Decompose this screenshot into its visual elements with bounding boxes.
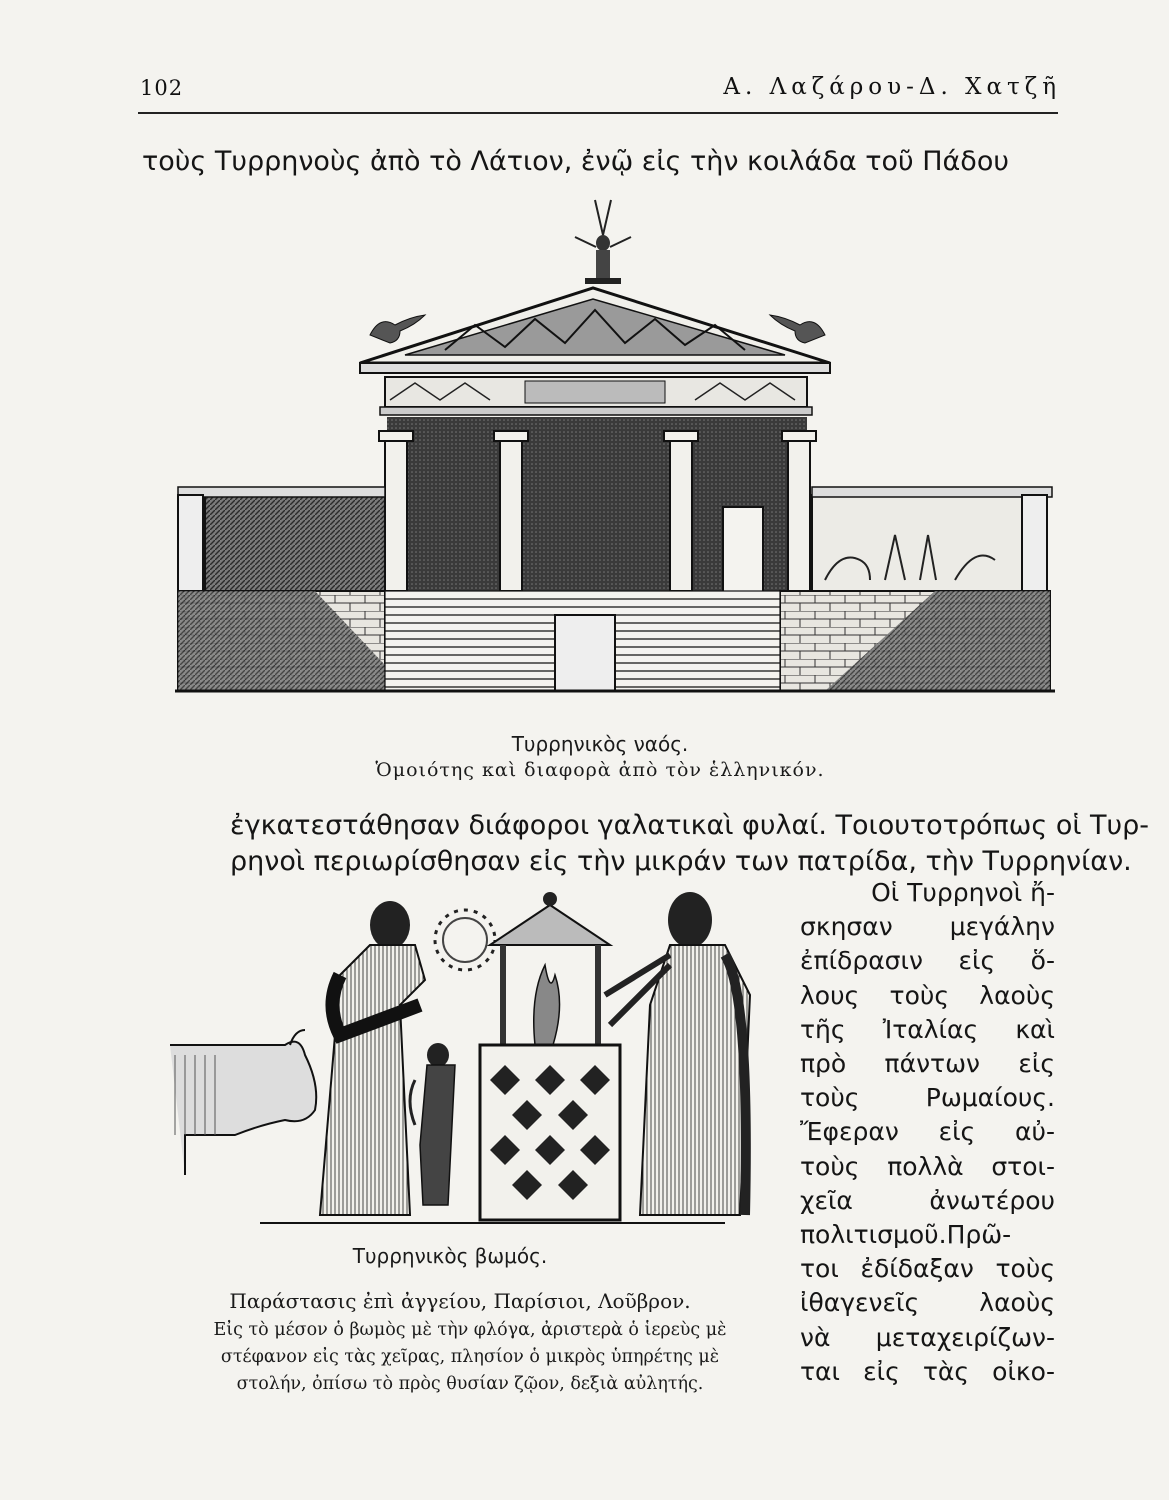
side-line: τοὺς Ρωμαίους. (800, 1083, 1055, 1113)
sphinx-left-icon (370, 315, 425, 343)
servant-figure-icon (410, 1043, 455, 1205)
page-number: 102 (140, 76, 184, 100)
priest-figure-icon (320, 901, 495, 1215)
body-line: ρηνοὶ περιωρίσθησαν εἰς τὴν μικράν των πατρίδα, τὴν Τυρρηνίαν. (230, 846, 1132, 877)
header-rule (138, 112, 1058, 114)
side-line: τοι ἐδίδαξαν τοὺς (800, 1254, 1055, 1284)
side-line: σκησαν μεγάλην (800, 912, 1055, 942)
altar-caption-description (150, 1317, 790, 1398)
temple-door (723, 507, 763, 592)
side-line: Ἔφεραν εἰς αὐ- (800, 1117, 1055, 1147)
pediment (360, 288, 830, 373)
sphinx-right-icon (770, 315, 825, 343)
side-line: πρὸ πάντων εἰς (800, 1049, 1055, 1079)
side-column-text (800, 876, 1055, 1389)
altar-caption-source: Παράστασις ἐπὶ ἀγγείου, Παρίσιοι, Λοῦβρον. (229, 1289, 691, 1313)
etruscan-altar-illustration (165, 885, 765, 1235)
side-line: ἐπίδρασιν εἰς ὅ- (800, 946, 1055, 976)
side-line: Οἱ Τυρρηνοὶ ἤ- (871, 878, 1055, 907)
caption-line: στολήν, ὀπίσω τὸ πρὸς θυσίαν ζῷον, δεξιὰ αὐλητής. (236, 1374, 704, 1394)
flute-player-figure-icon (605, 892, 750, 1215)
side-line: ἰθαγενεῖς λαοὺς (800, 1288, 1055, 1318)
stairs (385, 591, 780, 691)
side-line: τῆς Ἰταλίας καὶ (800, 1014, 1055, 1044)
side-line: χεῖα ἀνωτέρου (800, 1185, 1055, 1215)
temple-caption-subtitle: Ὁμοιότης καὶ διαφορὰ ἀπὸ τὸν ἑλληνικόν. (375, 759, 825, 781)
winged-statue-icon (575, 200, 631, 284)
side-line: νὰ μεταχειρίζων- (800, 1322, 1055, 1352)
etruscan-temple-illustration (175, 195, 1055, 695)
side-line: τοὺς πολλὰ στοι- (800, 1151, 1055, 1181)
running-head: Α. Λαζάρου-Δ. Χατζῆ (723, 74, 1061, 100)
caption-line: Εἰς τὸ μέσον ὁ βωμὸς μὲ τὴν φλόγα, ἀριστερὰ ὁ ἱερεὺς μὲ (213, 1320, 727, 1340)
side-line: πολιτισμοῦ.Πρῶ- (800, 1220, 1012, 1250)
frieze (380, 377, 812, 415)
temple-caption-title: Τυρρηνικὸς ναός. (511, 732, 689, 756)
bull-icon (170, 1030, 316, 1175)
altar-icon (480, 892, 620, 1220)
body-line: ἐγκατεστάθησαν διάφοροι γαλατικαὶ φυλαί. Τοιουτοτρόπως οἱ Τυρ- (230, 810, 1150, 841)
caption-line: στέφανον εἰς τὰς χεῖρας, πλησίον ὁ μικρὸς ὑπηρέτης μὲ (220, 1347, 720, 1367)
side-line: ται εἰς τὰς οἰκο- (800, 1356, 1055, 1386)
altar-caption-title: Τυρρηνικὸς βωμός. (352, 1244, 548, 1268)
side-line: λους τοὺς λαοὺς (800, 980, 1055, 1010)
body-line: τοὺς Τυρρηνοὺς ἀπὸ τὸ Λάτιον, ἐνῷ εἰς τὴν κοιλάδα τοῦ Πάδου (142, 146, 1009, 177)
